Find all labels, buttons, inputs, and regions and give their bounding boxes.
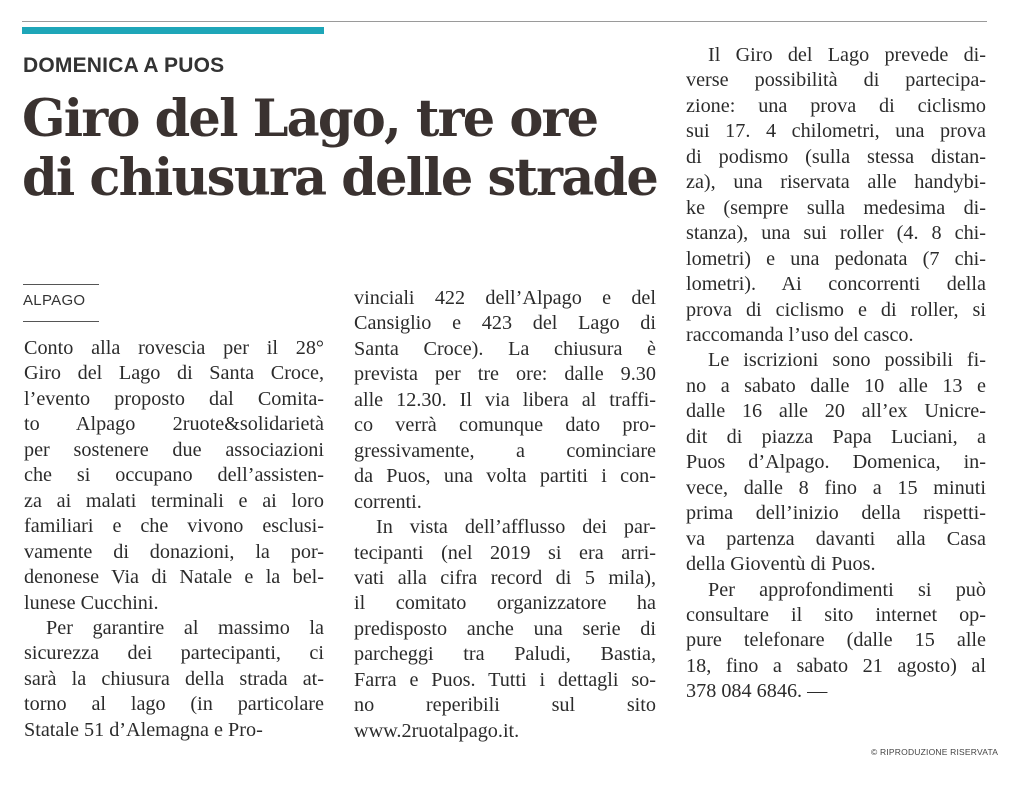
paragraph-line: consultare il sito internet op-	[686, 603, 986, 626]
paragraph-line: sicurezza dei partecipanti, ci	[24, 642, 324, 665]
paragraph-line: 378 084 6846. —	[686, 680, 828, 703]
paragraph-line: tecipanti (nel 2019 si era arri-	[354, 541, 656, 564]
paragraph-line: co verrà comunque dato pro-	[354, 414, 656, 437]
paragraph-line: pure telefonare (dalle 15 alle	[686, 629, 986, 652]
paragraph-line: familiari e che vivono esclusi-	[24, 515, 324, 538]
paragraph-line: gressivamente, a cominciare	[354, 439, 656, 462]
paragraph-line: verse possibilità di partecipa-	[686, 69, 986, 92]
paragraph-line: Cansiglio e 423 del Lago di	[354, 312, 656, 335]
paragraph-line: parcheggi tra Paludi, Bastia,	[354, 643, 656, 666]
paragraph-line: dit di piazza Papa Luciani, a	[686, 425, 986, 448]
paragraph-line: Le iscrizioni sono possibili fi-	[708, 349, 986, 372]
paragraph-line: lometri) e una pedonata (7 chi-	[686, 247, 986, 270]
headline-line: Giro del Lago, tre ore	[22, 89, 598, 149]
paragraph-line: 18, fino a sabato 21 agosto) al	[686, 654, 986, 677]
paragraph-line: prima dell’inizio della rispetti-	[686, 502, 986, 525]
paragraph-line: per sostenere due associazioni	[24, 438, 324, 461]
paragraph-line: che si occupano dell’assisten-	[24, 464, 324, 487]
paragraph-line: lunese Cucchini.	[24, 591, 159, 614]
paragraph-line: Santa Croce). La chiusura è	[354, 337, 656, 360]
paragraph-line: prova di ciclismo e di roller, si	[686, 298, 986, 321]
location-label: ALPAGO	[23, 292, 86, 309]
column-1	[24, 336, 324, 743]
paragraph-line: ke (sempre sulla medesima di-	[686, 196, 986, 219]
paragraph-line: za), una riservata alle handybi-	[686, 171, 986, 194]
headline	[22, 90, 662, 208]
paragraph-line: Il Giro del Lago prevede di-	[708, 44, 986, 66]
paragraph-line: torno al lago (in particolare	[24, 693, 324, 716]
paragraph-line: vamente di donazioni, la por-	[24, 540, 324, 563]
paragraph-line: no reperibili sul sito	[354, 694, 656, 717]
column-2	[354, 286, 656, 744]
paragraph-line: Giro del Lago di Santa Croce,	[24, 362, 324, 385]
paragraph-line: della Gioventù di Puos.	[686, 553, 876, 576]
paragraph-line: sarà la chiusura della strada at-	[24, 667, 324, 690]
paragraph-line: denonese Via di Natale e la bel-	[24, 566, 324, 589]
paragraph-line: stanza), una sui roller (4. 8 chi-	[686, 222, 986, 245]
headline-line: di chiusura delle strade	[22, 148, 657, 208]
paragraph-line: il comitato organizzatore ha	[354, 592, 656, 615]
top-rule	[22, 21, 987, 22]
paragraph-line: Farra e Puos. Tutti i dettagli so-	[354, 668, 656, 691]
paragraph-line: Conto alla rovescia per il 28°	[24, 337, 324, 359]
paragraph-line: dalle 16 alle 20 all’ex Unicre-	[686, 400, 986, 423]
paragraph-line: vinciali 422 dell’Alpago e del	[354, 287, 656, 309]
paragraph-line: to Alpago 2ruote&solidarietà	[24, 413, 324, 436]
paragraph-line: Puos d’Alpago. Domenica, in-	[686, 451, 986, 474]
paragraph-line: za ai malati terminali e ai loro	[24, 489, 324, 512]
paragraph-line: correnti.	[354, 490, 422, 513]
paragraph-line: vati alla cifra record di 5 mila),	[354, 566, 656, 589]
paragraph-line: raccomanda l’uso del casco.	[686, 323, 914, 346]
paragraph-line: Per approfondimenti si può	[708, 578, 986, 601]
paragraph-line: Per garantire al massimo la	[46, 616, 324, 639]
location-rule-top	[23, 284, 99, 285]
location-rule-bottom	[23, 321, 99, 322]
paragraph-line: Statale 51 d’Alemagna e Pro-	[24, 718, 263, 741]
paragraph-line: prevista per tre ore: dalle 9.30	[354, 363, 656, 386]
paragraph-line: va partenza davanti alla Casa	[686, 527, 986, 550]
paragraph-line: predisposto anche una serie di	[354, 617, 656, 640]
paragraph-line: no a sabato dalle 10 alle 13 e	[686, 374, 986, 397]
column-3	[686, 43, 986, 705]
paragraph-line: da Puos, una volta partiti i con-	[354, 465, 656, 488]
kicker: DOMENICA A PUOS	[23, 54, 225, 77]
paragraph-line: www.2ruotalpago.it.	[354, 719, 520, 742]
paragraph-line: l’evento proposto dal Comita-	[24, 387, 324, 410]
paragraph-line: vece, dalle 8 fino a 15 minuti	[686, 476, 986, 499]
accent-bar	[22, 27, 324, 34]
paragraph-line: lometri). Ai concorrenti della	[686, 273, 986, 296]
paragraph-line: alle 12.30. Il via libera al traffi-	[354, 388, 656, 411]
copyright-notice: © RIPRODUZIONE RISERVATA	[871, 747, 999, 757]
paragraph-line: In vista dell’afflusso dei par-	[376, 516, 656, 539]
paragraph-line: zione: una prova di ciclismo	[686, 94, 986, 117]
paragraph-line: di podismo (sulla stessa distan-	[686, 145, 986, 168]
paragraph-line: sui 17. 4 chilometri, una prova	[686, 120, 986, 143]
